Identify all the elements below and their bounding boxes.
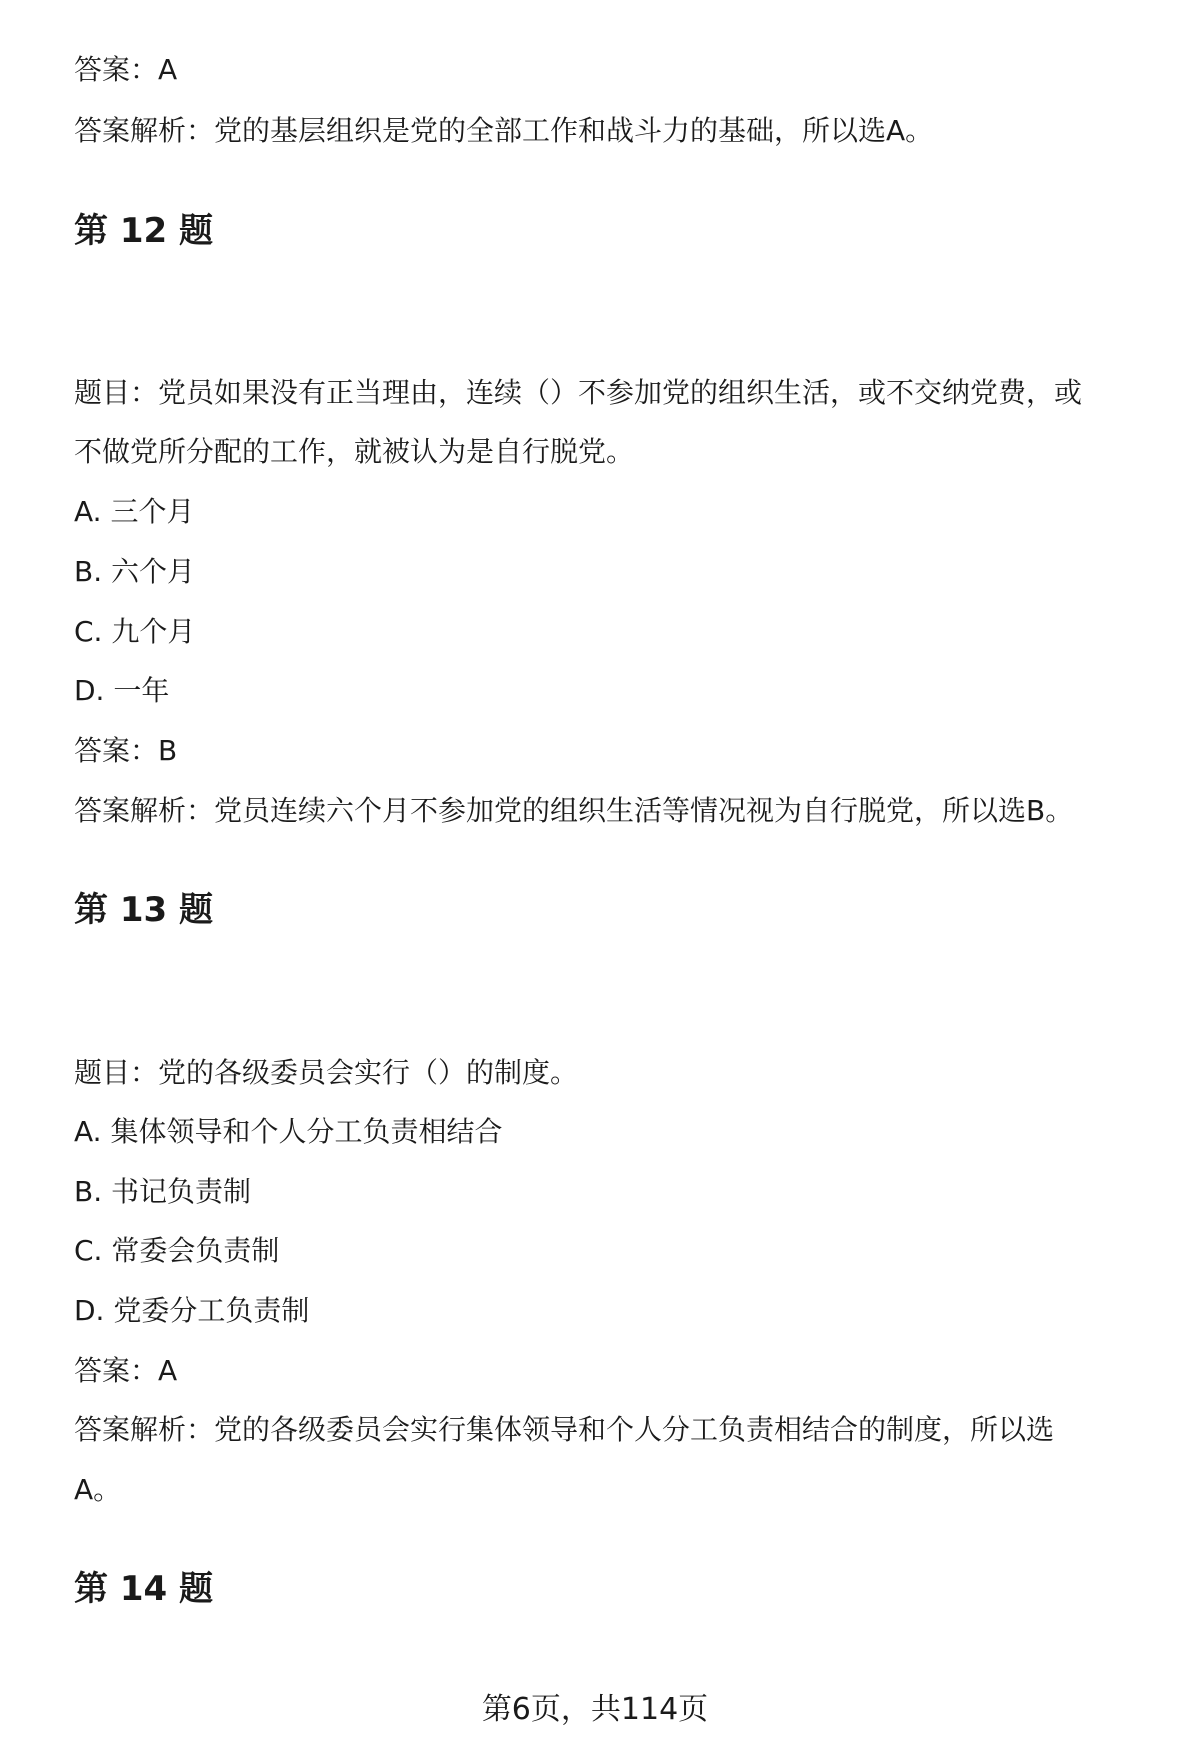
question-stem-line-1: 题目：党员如果没有正当理由，连续（）不参加党的组织生活，或不交纳党费，或 [74,376,1083,409]
answer-explanation-line-2: A。 [74,1473,122,1506]
page-footer: 第6页，共114页 [481,1692,709,1727]
option-b: B. 书记负责制 [74,1175,252,1208]
question-heading-12: 第 12 题 [74,211,213,251]
option-d: D. 一年 [74,674,170,707]
answer-explanation: 答案解析：党的基层组织是党的全部工作和战斗力的基础，所以选A。 [74,114,934,147]
option-c: C. 常委会负责制 [74,1234,280,1267]
answer-label: 答案：A [74,1354,178,1387]
answer-explanation: 答案解析：党员连续六个月不参加党的组织生活等情况视为自行脱党，所以选B。 [74,794,1074,827]
question-stem-line-2: 不做党所分配的工作，就被认为是自行脱党。 [74,435,635,468]
question-stem: 题目：党的各级委员会实行（）的制度。 [74,1056,579,1089]
option-d: D. 党委分工负责制 [74,1294,310,1327]
option-b: B. 六个月 [74,555,196,588]
answer-label: 答案：B [74,734,178,767]
answer-explanation-line-1: 答案解析：党的各级委员会实行集体领导和个人分工负责相结合的制度，所以选 [74,1413,1055,1446]
option-c: C. 九个月 [74,615,196,648]
question-heading-14: 第 14 题 [74,1569,213,1609]
option-a: A. 三个月 [74,495,195,528]
option-a: A. 集体领导和个人分工负责相结合 [74,1115,503,1148]
answer-label: 答案：A [74,53,178,86]
question-heading-13: 第 13 题 [74,890,213,930]
